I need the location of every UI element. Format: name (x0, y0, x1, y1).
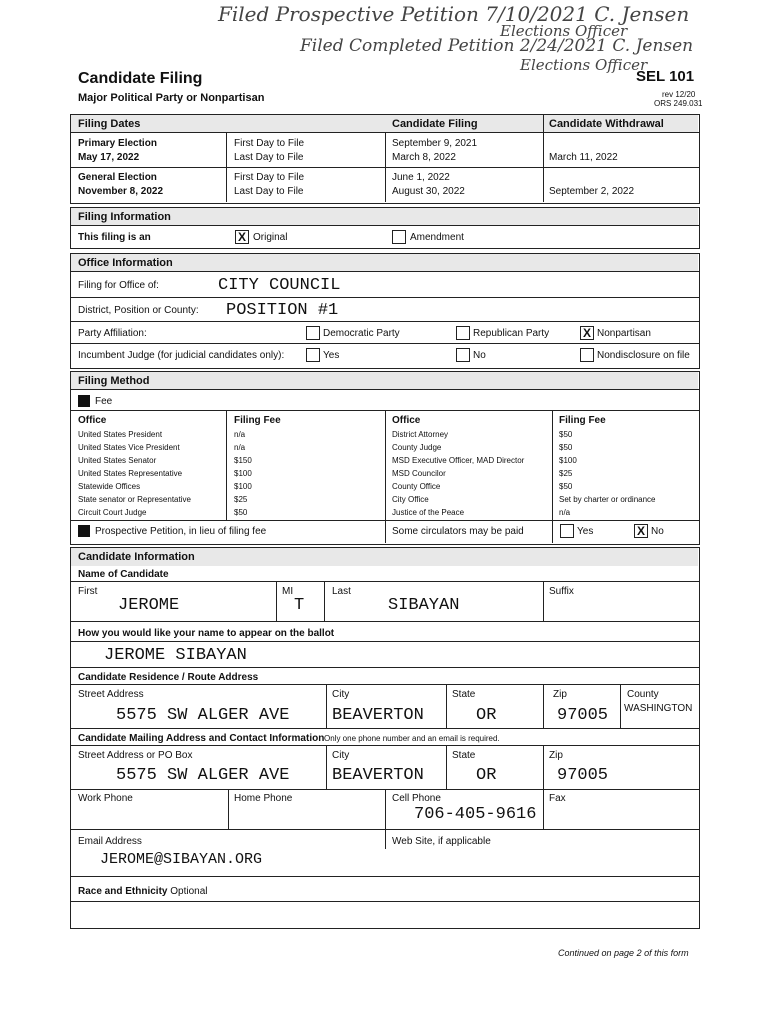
nondisclosure-label: Nondisclosure on file (597, 350, 690, 361)
email-label: Email Address (78, 836, 142, 847)
judge-no-label: No (473, 350, 486, 361)
circulators-yes-checkbox[interactable] (560, 524, 574, 538)
handwritten-annotation-2b: Elections Officer (520, 56, 648, 74)
circulators-label: Some circulators may be paid (392, 526, 524, 537)
handwritten-annotation-2: Filed Completed Petition 2/24/2021 C. Jensen (300, 36, 694, 56)
office-field[interactable]: CITY COUNCIL (218, 276, 341, 295)
ballot-name-label: How you would like your name to appear on the ballot (78, 628, 335, 639)
fee-col-office-right: Office (392, 415, 421, 426)
amendment-label: Amendment (410, 232, 464, 243)
filing-type-label: This filing is an (78, 232, 151, 243)
circulators-no-label: No (651, 526, 664, 537)
judge-yes-checkbox[interactable] (306, 348, 320, 362)
form-id: SEL 101 (636, 68, 695, 85)
republican-label: Republican Party (473, 328, 550, 339)
filing-method-heading: Filing Method (78, 375, 150, 387)
mailing-note: Only one phone number and an email is required. (324, 734, 500, 743)
res-state-field[interactable]: OR (476, 706, 497, 725)
mailing-heading: Candidate Mailing Address and Contact Information (78, 733, 325, 744)
judge-no-checkbox[interactable] (456, 348, 470, 362)
nonpartisan-checkbox[interactable]: X (580, 326, 594, 340)
district-field[interactable]: POSITION #1 (226, 301, 339, 320)
mail-zip-field[interactable]: 97005 (557, 766, 609, 785)
filing-dates-heading: Filing Dates (78, 118, 141, 130)
res-state-label: State (452, 689, 476, 700)
mi-label: MI (282, 586, 294, 597)
home-phone-label: Home Phone (234, 793, 293, 804)
handwritten-annotation-1: Filed Prospective Petition 7/10/2021 C. Jensen (218, 2, 690, 26)
candidate-information-heading: Candidate Information (78, 551, 195, 563)
filing-information-heading: Filing Information (78, 211, 171, 223)
nonpartisan-label: Nonpartisan (597, 328, 651, 339)
original-label: Original (253, 232, 288, 243)
office-label: Filing for Office of: (78, 280, 159, 291)
mail-city-field[interactable]: BEAVERTON (332, 766, 424, 785)
judge-yes-label: Yes (323, 350, 340, 361)
amendment-checkbox[interactable] (392, 230, 406, 244)
handwritten-annotation-1b: Elections Officer (500, 22, 628, 40)
fee-col-office-left: Office (78, 415, 107, 426)
res-county-label: County (627, 689, 659, 700)
res-zip-label: Zip (553, 689, 567, 700)
mail-zip-label: Zip (549, 750, 563, 761)
incumbent-judge-label: Incumbent Judge (for judicial candidates only): (78, 350, 285, 361)
form-rev: rev 12/20 (662, 90, 696, 99)
original-checkbox[interactable]: X (235, 230, 249, 244)
race-ethnicity-label: Race and Ethnicity Optional (78, 886, 208, 897)
nondisclosure-checkbox[interactable] (580, 348, 594, 362)
office-information-heading: Office Information (78, 257, 173, 269)
mail-state-label: State (452, 750, 476, 761)
name-of-candidate-heading: Name of Candidate (78, 569, 169, 580)
ballot-name-field[interactable]: JEROME SIBAYAN (104, 646, 247, 665)
party-label: Party Affiliation: (78, 328, 147, 339)
res-county-field[interactable]: WASHINGTON (624, 703, 693, 714)
democratic-checkbox[interactable] (306, 326, 320, 340)
form-ors: ORS 249.031 (654, 99, 703, 108)
fee-checkbox[interactable] (78, 395, 90, 407)
cell-phone-label: Cell Phone (392, 793, 441, 804)
democratic-label: Democratic Party (323, 328, 400, 339)
website-label: Web Site, if applicable (392, 836, 491, 847)
form-title: Candidate Filing (78, 70, 203, 87)
fee-col-fee-right: Filing Fee (559, 415, 606, 426)
email-field[interactable]: JEROME@SIBAYAN.ORG (100, 851, 263, 868)
cell-phone-field[interactable]: 706-405-9616 (414, 805, 537, 824)
residence-heading: Candidate Residence / Route Address (78, 672, 259, 683)
mail-state-field[interactable]: OR (476, 766, 497, 785)
first-name-field[interactable]: JEROME (118, 596, 180, 615)
res-street-label: Street Address (78, 689, 144, 700)
circulators-yes-label: Yes (577, 526, 594, 537)
work-phone-label: Work Phone (78, 793, 133, 804)
res-city-label: City (332, 689, 350, 700)
prospective-petition-label: Prospective Petition, in lieu of filing fee (95, 526, 267, 537)
continued-note: Continued on page 2 of this form (558, 948, 689, 958)
prospective-petition-checkbox[interactable] (78, 525, 90, 537)
fax-label: Fax (549, 793, 566, 804)
mail-street-label: Street Address or PO Box (78, 750, 193, 761)
fee-label: Fee (95, 396, 113, 407)
republican-checkbox[interactable] (456, 326, 470, 340)
circulators-no-checkbox[interactable]: X (634, 524, 648, 538)
last-name-label: Last (332, 586, 351, 597)
mi-field[interactable]: T (294, 596, 305, 615)
form-subtitle: Major Political Party or Nonpartisan (78, 92, 265, 104)
mail-city-label: City (332, 750, 350, 761)
suffix-label: Suffix (549, 586, 574, 597)
res-street-field[interactable]: 5575 SW ALGER AVE (116, 706, 290, 725)
district-label: District, Position or County: (78, 305, 199, 316)
first-name-label: First (78, 586, 98, 597)
res-city-field[interactable]: BEAVERTON (332, 706, 424, 725)
col-candidate-filing: Candidate Filing (392, 118, 478, 130)
res-zip-field[interactable]: 97005 (557, 706, 609, 725)
fee-col-fee-left: Filing Fee (234, 415, 281, 426)
form-page: Filed Prospective Petition 7/10/2021 C. Jensen Elections Officer Filed Completed Petition 2/24/2021 C. Jensen Elections Officer Candidate Filing Major Political Party or Nonpartisan SEL 101 rev 12/20 ORS 249.031 Filing Dates Candidate Filing Candidate Withdrawal Primary Election May 17, 2022 First Day to File Last Day to File September 9, 2021 March 8, 2022 March 11, 2022 General Election November 8, 2022 First Day to File Last Day to File June 1, 2022 August 30, 2022 September 2, 2022 Filing Information This filing is an X Original Amendment Office Information Filing for Office of: CITY COUNCIL District, Position or County: POSITION #1 Party Affiliation: Democratic Party Republican Party X Nonpartisan Incumbent Judge (for judicial candidates only): Yes No Nondisclosure on file Filing Method Fee Office Filing Fee Office Filing Fee United States President n/a United States Vice President n/a United States Senator $150 United States Representative $100 Statewide Offices $100 State senator or Representative $25 Circuit Court Judge $50 District Attorney $50 County Judge $50 MSD Executive Officer, MAD Director $100 MSD Councilor $25 County Office $50 City Office Set by charter or ordinance Justice of the Peace n/a Prospective Petition, in lieu of filing fee Some circulators may be paid Yes X No Candidate Information Name of Candidate First MI Last Suffix JEROME T SIBAYAN How you would like your name to appear on the ballot JEROME SIBAYAN Candidate Residence / Route Address Street Address City State Zip County 5575 SW ALGER AVE BEAVERTON OR 97005 WASHINGTON Candidate Mailing Address and Contact Information Only one phone number and an email is required. Street Address or PO Box City State Zip 5575 SW ALGER AVE BEAVERTON OR 97005 Work Phone Home Phone Cell Phone Fax 706-405-9616 Email Address Web Site, if applicable JEROME@SIBAYAN.ORG Race and Ethnicity Optional Continued on page 2 of this form (0, 0, 770, 1024)
col-candidate-withdrawal: Candidate Withdrawal (549, 118, 664, 130)
last-name-field[interactable]: SIBAYAN (388, 596, 460, 615)
mail-street-field[interactable]: 5575 SW ALGER AVE (116, 766, 290, 785)
